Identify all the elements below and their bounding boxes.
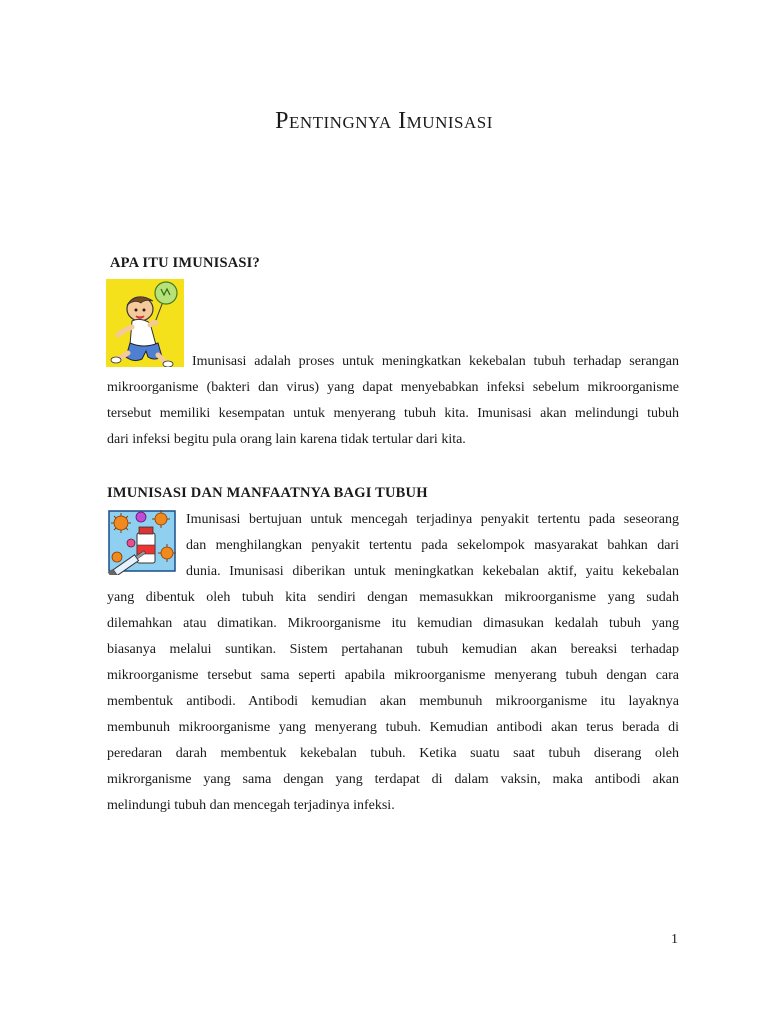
text-line: mikroorganisme tersebut sama seperti apabila mikroorganisme menyerang tubuh dengan cara [107, 668, 679, 683]
text-line: membentuk antibodi. Antibodi kemudian akan membunuh mikroorganisme itu layaknya [107, 694, 679, 709]
text-line: dunia. Imunisasi diberikan untuk meningkatkan kekebalan aktif, yaitu kekebalan [186, 564, 679, 579]
text-line: peredaran darah membentuk kekebalan tubuh. Ketika suatu saat tubuh diserang oleh [107, 746, 679, 761]
text-line: mikrorganisme yang sama dengan yang terdapat di dalam vaksin, maka antibodi akan [107, 772, 679, 787]
text-line: melindungi tubuh dan mencegah terjadinya infeksi. [107, 798, 395, 813]
vaccine-syringe-icon [107, 507, 179, 575]
page-title: Pentingnya Imunisasi [275, 108, 493, 134]
section1-paragraph [107, 375, 679, 453]
section-heading-manfaat: IMUNISASI DAN MANFAATNYA BAGI TUBUH [107, 485, 428, 501]
child-with-balloon-icon [106, 279, 184, 367]
text-line: dari infeksi begitu pula orang lain karena tidak tertular dari kita. [107, 432, 466, 447]
section-heading-apa-itu-imunisasi: APA ITU IMUNISASI? [110, 255, 260, 271]
text-line: Imunisasi adalah proses untuk meningkatkan kekebalan tubuh terhadap serangan [192, 354, 679, 369]
text-line: biasanya melalui suntikan. Sistem pertahanan tubuh kemudian akan bereaksi terhadap [107, 642, 679, 657]
section2-paragraph [107, 585, 679, 819]
text-line: mikroorganisme (bakteri dan virus) yang dapat menyebabkan infeksi sebelum mikroorganisme [107, 380, 679, 395]
text-line: membunuh mikroorganisme yang menyerang tubuh. Kemudian antibodi akan terus berada di [107, 720, 679, 735]
text-line: dilemahkan atau dimatikan. Mikroorganisme itu kemudian dimasukan kedalah tubuh yang [107, 616, 679, 631]
text-line: tersebut memiliki kesempatan untuk menyerang tubuh kita. Imunisasi akan melindungi tubuh [107, 406, 679, 421]
text-line: yang dibentuk oleh tubuh kita sendiri dengan memasukkan mikroorganisme yang sudah [107, 590, 679, 605]
text-line: dan menghilangkan penyakit tertentu pada sekelompok masyarakat bahkan dari [186, 538, 679, 553]
section2-paragraph-wrap [186, 507, 679, 585]
section1-paragraph-first-line [192, 349, 679, 375]
page-number: 1 [671, 932, 678, 947]
text-line: Imunisasi bertujuan untuk mencegah terjadinya penyakit tertentu pada seseorang [186, 512, 679, 527]
